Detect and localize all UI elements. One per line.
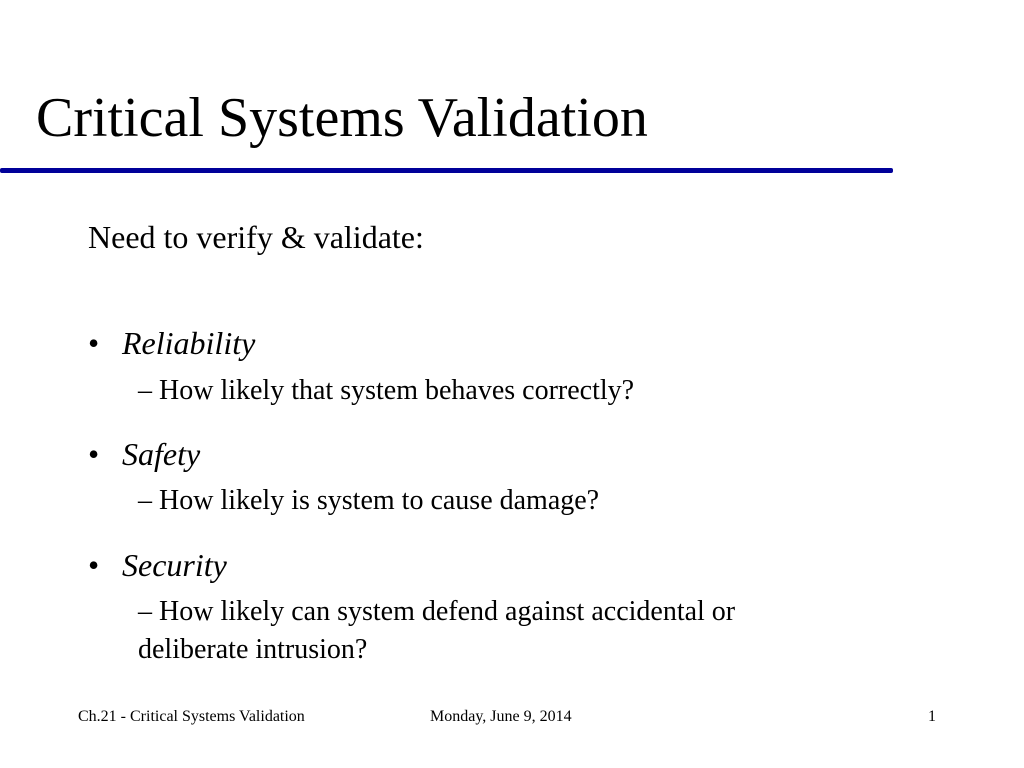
sub-point-security <box>138 593 735 669</box>
bullet-term: Reliability <box>122 325 256 361</box>
bullet-icon: • <box>88 547 100 583</box>
bullet-security <box>88 543 227 587</box>
sub-point-reliability: – How likely that system behaves correctly? <box>138 375 635 406</box>
bullet-safety <box>88 432 200 476</box>
bullet-term: Safety <box>122 436 201 472</box>
sub-point-line: – How likely can system defend against accidental or <box>138 596 736 627</box>
bullet-icon: • <box>88 325 100 361</box>
bullet-icon: • <box>88 436 100 472</box>
footer-page-number: 1 <box>928 708 936 725</box>
slide-title: Critical Systems Validation <box>36 87 648 149</box>
bullet-term: Security <box>122 547 227 583</box>
title-underline <box>0 168 893 173</box>
footer-chapter: Ch.21 - Critical Systems Validation <box>78 708 305 725</box>
bullet-reliability <box>88 321 255 365</box>
sub-point-safety: – How likely is system to cause damage? <box>138 485 600 516</box>
footer-date: Monday, June 9, 2014 <box>430 708 572 725</box>
sub-point-line: deliberate intrusion? <box>138 634 368 665</box>
intro-text: Need to verify & validate: <box>88 219 424 255</box>
